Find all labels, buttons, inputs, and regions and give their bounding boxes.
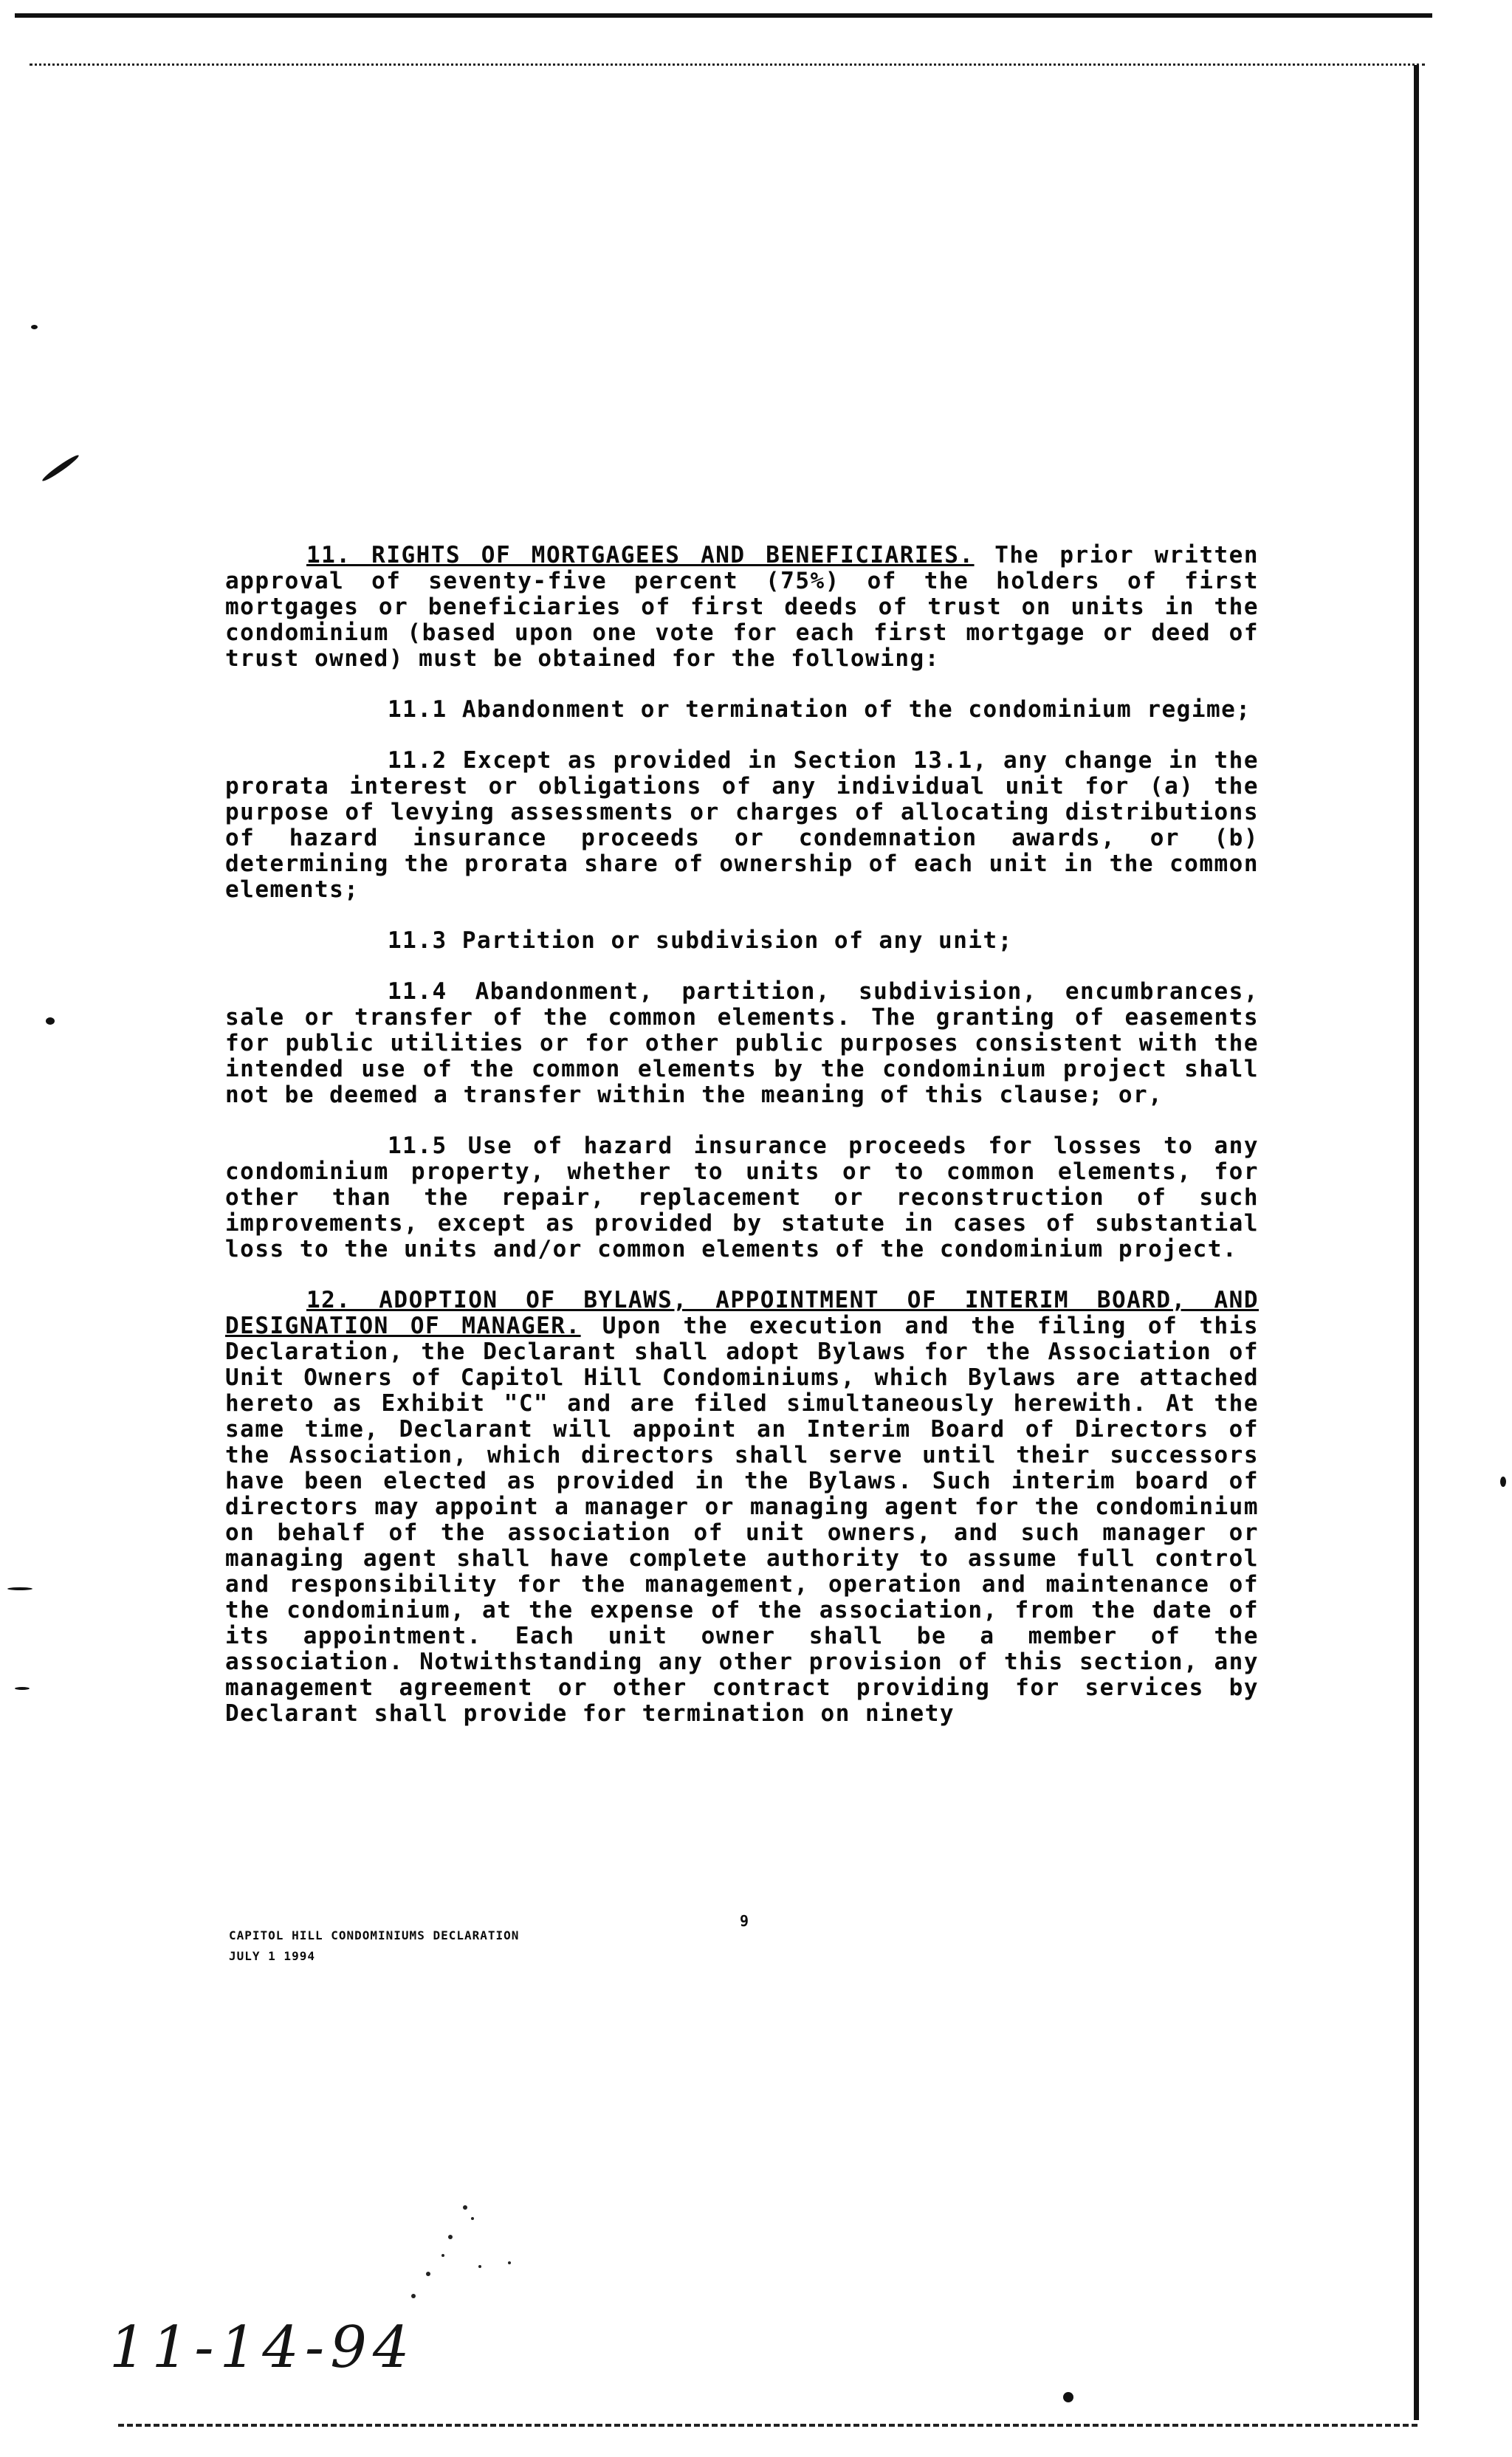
scan-top-dotted-line <box>30 63 1425 70</box>
section-12-heading: 12. ADOPTION OF BYLAWS, APPOINTMENT OF INTERIM BOARD, AND DESIGNATION OF MANAGER. <box>225 1287 1259 1339</box>
page-number: 9 <box>740 1912 749 1930</box>
scan-speck <box>1063 2392 1073 2402</box>
handwritten-date: 11-14-94 <box>109 2315 416 2381</box>
section-11-heading: 11. RIGHTS OF MORTGAGEES AND BENEFICIARIES. <box>306 542 975 568</box>
subsection-11-1: 11.1 Abandonment or termination of the condominium regime; <box>388 696 1251 723</box>
scan-speck <box>46 1017 55 1025</box>
scan-top-border <box>15 13 1432 18</box>
subsection-11-5: 11.5 Use of hazard insurance proceeds for losses to any condominium property, whether to units or to common elements, for other than the repair, replacement or reconstruction of such improvements, except as provided by statute in cases of substantial loss to the units and/or common elements of the condominium project. <box>225 1133 1259 1262</box>
subsection-11-4: 11.4 Abandonment, partition, subdivision, encumbrances, sale or transfer of the common elements. The granting of easements for public utilities or for other public purposes consistent with the intended use of the common elements by the condominium project shall not be deemed a transfer within the meaning of this clause; or, <box>225 978 1259 1108</box>
scan-speck <box>15 1687 30 1690</box>
footer-title: CAPITOL HILL CONDOMINIUMS DECLARATION <box>229 1928 520 1942</box>
scan-speck <box>31 325 38 329</box>
section-11-paragraph <box>225 543 1259 672</box>
scan-speck <box>1500 1477 1506 1487</box>
subsection-11-2: 11.2 Except as provided in Section 13.1, any change in the prorata interest or obligations of any individual unit for (a) the purpose of levying assessments or charges of allocating distributions of hazard insurance proceeds or condemnation awards, or (b) determining the prorata share of ownership of each unit in the common elements; <box>225 747 1259 903</box>
scan-smudge-marks <box>399 2193 576 2311</box>
scan-speck <box>41 453 80 484</box>
section-11-text: The prior written approval of seventy-five percent (75%) of the holders of first mortgages or beneficiaries of first deeds of trust on units in the condominium (based upon one vote for each first mortgage or deed of trust owned) must be obtained for the following: <box>225 542 1259 672</box>
scan-right-border <box>1414 65 1419 2420</box>
footer-date: JULY 1 1994 <box>229 1949 315 1963</box>
document-body <box>225 543 1259 1752</box>
subsection-11-3: 11.3 Partition or subdivision of any unit; <box>388 927 1013 954</box>
scan-bottom-border <box>118 2424 1418 2430</box>
section-12-paragraph <box>225 1288 1259 1727</box>
document-footer <box>229 1925 519 1967</box>
section-12-text: Upon the execution and the filing of this Declaration, the Declarant shall adopt Bylaws for the Association of Unit Owners of Capitol Hill Condominiums, which Bylaws are attached hereto as Exhibit "C" and are filed simultaneously herewith. At the same time, Declarant will appoint an Interim Board of Directors of the Association, which directors shall serve until their successors have been elected as provided in the Bylaws. Such interim board of directors may appoint a manager or managing agent for the condominium on behalf of the association of unit owners, and such manager or managing agent shall have complete authority to assume full control and responsibility for the management, operation and maintenance of the condominium, at the expense of the association, from the date of its appointment. Each unit owner shall be a member of the association. Notwithstanding any other provision of this section, any management agreement or other contract providing for services by Declarant shall provide for termination on ninety <box>225 1313 1259 1727</box>
scan-speck <box>7 1587 32 1590</box>
